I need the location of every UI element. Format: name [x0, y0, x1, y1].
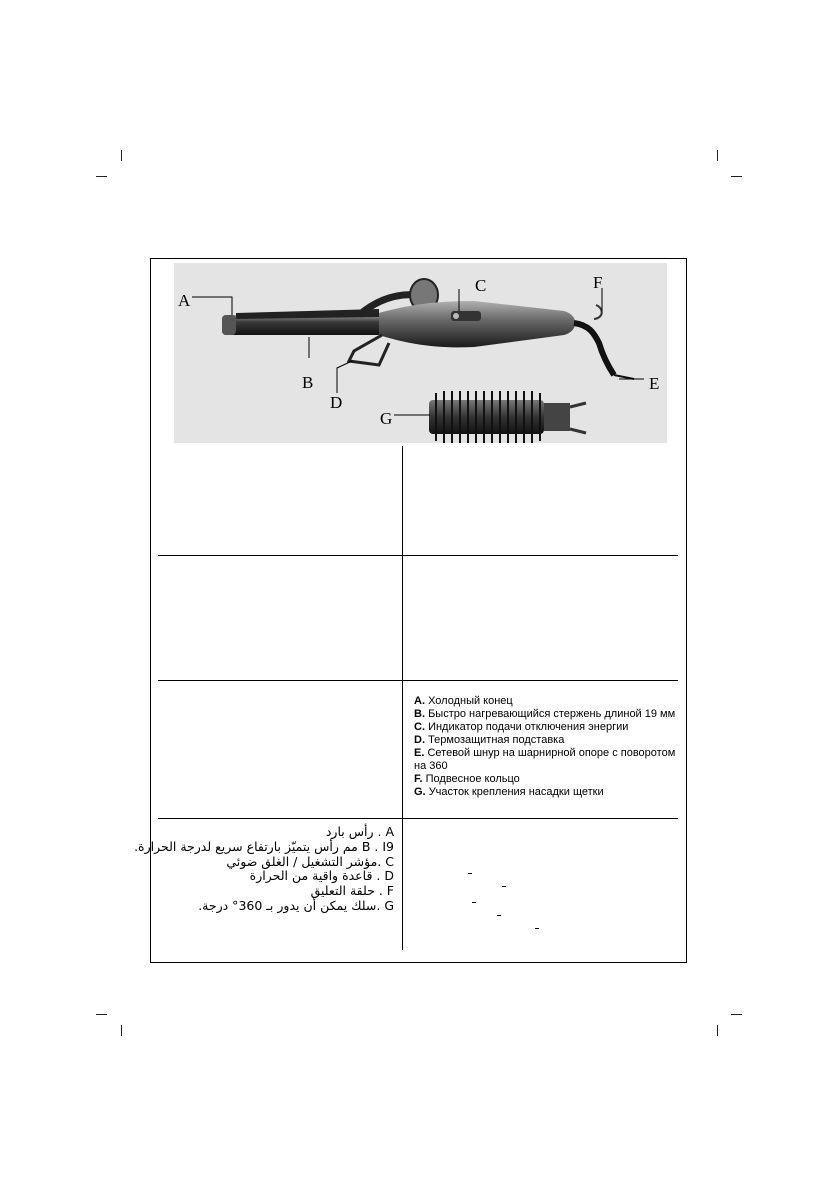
crop-mark [731, 1014, 742, 1015]
callout-d: D [330, 393, 343, 412]
list-item: B. Быстро нагревающийся стержень длиной 19 мм [414, 708, 676, 720]
list-item: G. Участок крепления насадки щетки [414, 786, 604, 798]
crop-mark [121, 150, 122, 161]
list-item: G .سلك يمكن أن يدور بـ 360° درجة. [198, 897, 394, 913]
arabic-parts-list [134, 824, 394, 914]
crop-mark [717, 1025, 718, 1036]
list-item: F. Подвесное кольцо [414, 773, 520, 785]
list-item: D . قاعدة واقية من الحرارة [249, 868, 394, 884]
callout-g: G [380, 409, 393, 428]
list-item: C. Индикатор подачи отключения энергии [414, 721, 629, 733]
stray-mark [535, 928, 539, 929]
stray-mark [497, 915, 501, 916]
crop-mark [717, 150, 718, 161]
crop-mark [731, 176, 742, 177]
crop-mark [96, 1014, 107, 1015]
row-divider [158, 680, 678, 681]
callout-b: B [302, 373, 314, 392]
list-item: C .مؤشر التشغيل / الغلق ضوئي [226, 853, 394, 869]
stray-mark [472, 902, 476, 903]
stray-mark [502, 886, 506, 887]
callout-c: C [475, 276, 487, 295]
list-item: E. Сетевой шнур на шарнирной опоре с поворотом на 360 [414, 747, 676, 772]
list-item: A . رأس بارد [325, 824, 394, 839]
list-item: F . حلقة التعليق [310, 883, 394, 899]
crop-mark [121, 1025, 122, 1036]
row-divider [158, 818, 678, 819]
list-item: A. Холодный конец [414, 695, 513, 707]
list-item: D. Термозащитная подставка [414, 734, 565, 746]
crop-mark [96, 176, 107, 177]
stray-mark [468, 873, 472, 874]
russian-parts-list [414, 695, 679, 799]
callout-e: E [649, 374, 660, 393]
callout-a: A [178, 291, 191, 310]
column-divider [402, 446, 403, 950]
callout-f: F [593, 273, 603, 292]
row-divider [158, 555, 678, 556]
list-item: B . I9 مم رأس يتميّز بارتفاع سريع لدرجة الحرارة. [134, 838, 394, 854]
